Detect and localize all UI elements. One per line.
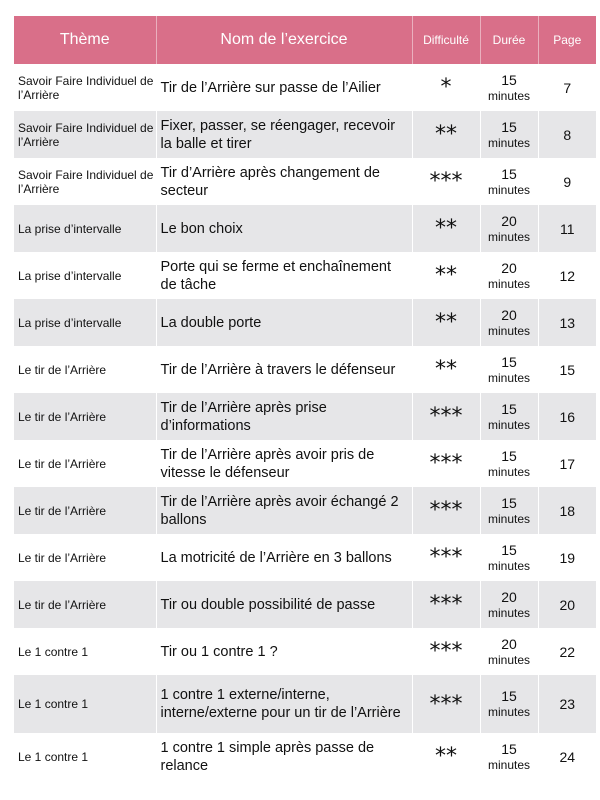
- duration-unit: minutes: [487, 417, 531, 432]
- cell-theme: Le 1 contre 1: [14, 733, 156, 780]
- cell-theme: Le 1 contre 1: [14, 675, 156, 733]
- table-row: [14, 440, 596, 487]
- duration-unit: minutes: [487, 229, 531, 244]
- header-duration: Durée: [480, 16, 538, 64]
- table-row: [14, 733, 596, 780]
- cell-duration: [480, 158, 538, 205]
- cell-page: 16: [538, 393, 596, 440]
- cell-exercise-name: 1 contre 1 simple après passe de relance: [156, 733, 412, 780]
- cell-exercise-name: Tir de l’Arrière après avoir pris de vitesse le défenseur: [156, 440, 412, 487]
- cell-exercise-name: 1 contre 1 externe/interne, interne/externe pour un tir de l’Arrière: [156, 675, 412, 733]
- cell-difficulty: ***: [412, 487, 480, 534]
- cell-duration: [480, 111, 538, 158]
- duration-value: 20: [501, 635, 517, 652]
- cell-exercise-name: Tir ou 1 contre 1 ?: [156, 628, 412, 675]
- cell-page: 12: [538, 252, 596, 299]
- table-row: [14, 299, 596, 346]
- cell-page: 15: [538, 346, 596, 393]
- table-row: [14, 487, 596, 534]
- table-row: [14, 346, 596, 393]
- duration-unit: minutes: [487, 323, 531, 338]
- header-theme: Thème: [14, 16, 156, 64]
- cell-difficulty: ***: [412, 675, 480, 733]
- cell-exercise-name: Tir ou double possibilité de passe: [156, 581, 412, 628]
- duration-unit: minutes: [487, 652, 531, 667]
- duration-value: 15: [501, 165, 517, 182]
- cell-duration: [480, 64, 538, 111]
- cell-theme: Savoir Faire Individuel de l’Arrière: [14, 111, 156, 158]
- duration-value: 20: [501, 588, 517, 605]
- cell-exercise-name: La motricité de l’Arrière en 3 ballons: [156, 534, 412, 581]
- duration-unit: minutes: [487, 135, 531, 150]
- duration-unit: minutes: [487, 705, 531, 719]
- cell-page: 22: [538, 628, 596, 675]
- duration-value: 15: [501, 541, 517, 558]
- cell-page: 18: [538, 487, 596, 534]
- duration-unit: minutes: [487, 276, 531, 291]
- cell-exercise-name: Tir de l’Arrière après avoir échangé 2 ballons: [156, 487, 412, 534]
- cell-page: 11: [538, 205, 596, 252]
- duration-value: 20: [501, 259, 517, 276]
- cell-theme: La prise d’intervalle: [14, 299, 156, 346]
- cell-duration: [480, 440, 538, 487]
- duration-unit: minutes: [487, 757, 531, 772]
- cell-duration: [480, 733, 538, 780]
- cell-duration: [480, 346, 538, 393]
- duration-unit: minutes: [487, 558, 531, 573]
- cell-difficulty: **: [412, 299, 480, 346]
- cell-difficulty: **: [412, 205, 480, 252]
- cell-duration: [480, 534, 538, 581]
- duration-unit: minutes: [487, 605, 531, 620]
- cell-theme: Le tir de l’Arrière: [14, 393, 156, 440]
- duration-value: 15: [501, 688, 517, 704]
- duration-value: 15: [501, 447, 517, 464]
- table-row: [14, 675, 596, 733]
- cell-page: 13: [538, 299, 596, 346]
- cell-page: 8: [538, 111, 596, 158]
- table-row: [14, 205, 596, 252]
- table-row: [14, 534, 596, 581]
- cell-duration: [480, 487, 538, 534]
- duration-value: 20: [501, 212, 517, 229]
- cell-theme: Le tir de l’Arrière: [14, 534, 156, 581]
- table-row: [14, 64, 596, 111]
- cell-duration: [480, 252, 538, 299]
- cell-page: 19: [538, 534, 596, 581]
- cell-theme: Le tir de l’Arrière: [14, 487, 156, 534]
- cell-difficulty: ***: [412, 581, 480, 628]
- cell-page: 20: [538, 581, 596, 628]
- table-row: [14, 158, 596, 205]
- cell-difficulty: *: [412, 64, 480, 111]
- cell-difficulty: **: [412, 733, 480, 780]
- cell-page: 24: [538, 733, 596, 780]
- table-row: [14, 628, 596, 675]
- table-row: [14, 393, 596, 440]
- table-header-row: [14, 16, 596, 64]
- cell-difficulty: ***: [412, 158, 480, 205]
- cell-duration: [480, 581, 538, 628]
- cell-theme: Le tir de l’Arrière: [14, 440, 156, 487]
- table-row: [14, 252, 596, 299]
- cell-duration: [480, 628, 538, 675]
- header-page: Page: [538, 16, 596, 64]
- cell-difficulty: **: [412, 252, 480, 299]
- cell-exercise-name: Tir de l’Arrière après prise d’informations: [156, 393, 412, 440]
- cell-difficulty: ***: [412, 534, 480, 581]
- cell-theme: La prise d’intervalle: [14, 252, 156, 299]
- table-row: [14, 581, 596, 628]
- duration-unit: minutes: [487, 88, 531, 103]
- cell-exercise-name: Porte qui se ferme et enchaînement de tâche: [156, 252, 412, 299]
- duration-unit: minutes: [487, 511, 531, 526]
- cell-duration: [480, 299, 538, 346]
- cell-duration: [480, 205, 538, 252]
- table-row: [14, 111, 596, 158]
- duration-value: 15: [501, 494, 517, 511]
- duration-value: 15: [501, 400, 517, 417]
- header-exercise-name: Nom de l’exercice: [156, 16, 412, 64]
- cell-duration: [480, 393, 538, 440]
- cell-difficulty: ***: [412, 440, 480, 487]
- exercise-table: [14, 16, 596, 780]
- duration-value: 20: [501, 306, 517, 323]
- cell-theme: Le tir de l’Arrière: [14, 581, 156, 628]
- cell-difficulty: **: [412, 346, 480, 393]
- duration-unit: minutes: [487, 370, 531, 385]
- cell-exercise-name: Tir de l’Arrière sur passe de l’Ailier: [156, 64, 412, 111]
- duration-unit: minutes: [487, 464, 531, 479]
- cell-page: 17: [538, 440, 596, 487]
- cell-duration: [480, 675, 538, 733]
- cell-exercise-name: Fixer, passer, se réengager, recevoir la balle et tirer: [156, 111, 412, 158]
- cell-exercise-name: Tir de l’Arrière à travers le défenseur: [156, 346, 412, 393]
- cell-difficulty: **: [412, 111, 480, 158]
- cell-exercise-name: Le bon choix: [156, 205, 412, 252]
- cell-difficulty: ***: [412, 393, 480, 440]
- cell-page: 9: [538, 158, 596, 205]
- cell-theme: Le tir de l’Arrière: [14, 346, 156, 393]
- duration-unit: minutes: [487, 182, 531, 197]
- duration-value: 15: [501, 740, 517, 757]
- duration-value: 15: [501, 353, 517, 370]
- cell-theme: Savoir Faire Individuel de l’Arrière: [14, 158, 156, 205]
- duration-value: 15: [501, 118, 517, 135]
- header-difficulty: Difficulté: [412, 16, 480, 64]
- cell-page: 7: [538, 64, 596, 111]
- duration-value: 15: [501, 71, 517, 88]
- exercise-table-container: [14, 16, 596, 780]
- cell-theme: Savoir Faire Individuel de l’Arrière: [14, 64, 156, 111]
- cell-difficulty: ***: [412, 628, 480, 675]
- cell-exercise-name: La double porte: [156, 299, 412, 346]
- cell-page: 23: [538, 675, 596, 733]
- cell-theme: Le 1 contre 1: [14, 628, 156, 675]
- cell-theme: La prise d’intervalle: [14, 205, 156, 252]
- cell-exercise-name: Tir d’Arrière après changement de secteur: [156, 158, 412, 205]
